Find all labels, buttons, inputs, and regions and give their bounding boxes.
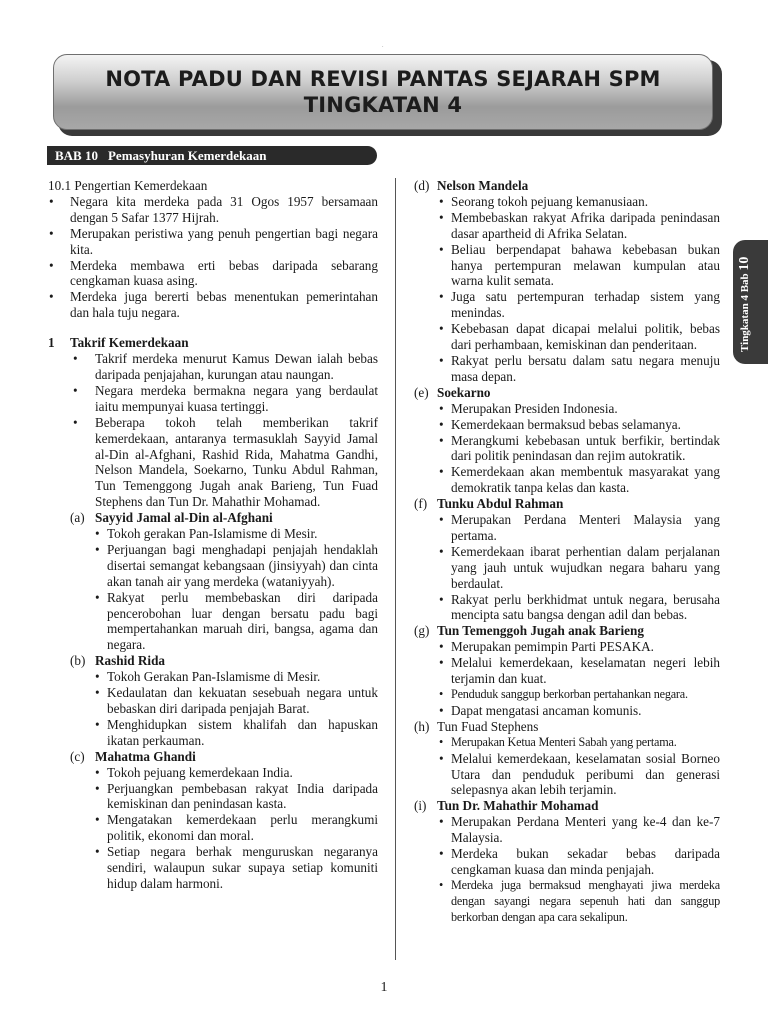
figure-label: (a) <box>70 510 85 526</box>
right-column <box>414 178 720 926</box>
figure-name: Rashid Rida <box>95 653 165 669</box>
list-item: • Kebebasan dapat dicapai melalui politik, bebas dari perhambaan, kemiskinan dan penderitaan. <box>414 321 720 353</box>
chapter-bar <box>47 146 377 165</box>
figure-bullet-list-b <box>48 669 378 749</box>
figure-bullet-list-e <box>414 401 720 496</box>
figure-label: (h) <box>414 718 430 734</box>
list-item: • Merupakan Perdana Menteri yang ke-4 dan ke-7 Malaysia. <box>414 814 720 846</box>
list-item: • Juga satu pertempuran terhadap sistem yang menindas. <box>414 289 720 321</box>
header-title-line-1: NOTA PADU DAN REVISI PANTAS SEJARAH SPM <box>105 67 661 91</box>
list-item: • Beliau berpendapat bahawa kebebasan bukan hanya pertempuran melawan kumpulan atau warna kulit semata. <box>414 242 720 290</box>
side-tab-bab: Bab <box>739 273 751 293</box>
list-item: • Penduduk sanggup berkorban pertahankan negara. <box>414 687 720 703</box>
side-tab-tingkatan: Tingkatan 4 <box>739 295 751 352</box>
figure-heading-b <box>48 653 378 669</box>
list-item: • Merupakan peristiwa yang penuh pengertian bagi negara kita. <box>48 226 378 258</box>
figure-heading-e <box>414 385 720 401</box>
column-divider <box>395 178 396 960</box>
list-item: • Negara kita merdeka pada 31 Ogos 1957 bersamaan dengan 5 Safar 1377 Hijrah. <box>48 194 378 226</box>
list-item: • Setiap negara berhak menguruskan negaranya sendiri, walaupun sukar supaya setiap komuniti hidup dalam harmoni. <box>48 844 378 892</box>
list-item: • Dapat mengatasi ancaman komunis. <box>414 703 720 719</box>
figure-name: Tun Temenggoh Jugah anak Barieng <box>437 623 644 639</box>
takrif-bullet-list <box>48 351 378 510</box>
side-tab-label <box>737 240 753 352</box>
side-tab <box>733 240 768 364</box>
list-item: • Beberapa tokoh telah memberikan takrif kemerdekaan, antaranya termasuklah Sayyid Jamal al-Din al-Afghani, Rashid Rida, Mahatma Gandhi, Nelson Mandela, Soekarno, Tunku Abdul Rahman, Tun Temenggong Jugah anak Barieng, Tun Fuad Stephens dan Tun Dr. Mahathir Mohamad. <box>48 415 378 510</box>
takrif-heading <box>48 335 378 351</box>
list-item: • Tokoh pejuang kemerdekaan India. <box>48 765 378 781</box>
figure-heading-d <box>414 178 720 194</box>
figure-label: (d) <box>414 178 430 193</box>
list-item: • Kemerdekaan akan membentuk masyarakat yang demokratik tanpa kelas dan kasta. <box>414 464 720 496</box>
list-item: • Merupakan pemimpin Parti PESAKA. <box>414 639 720 655</box>
list-item: • Seorang tokoh pejuang kemanusiaan. <box>414 194 720 210</box>
figure-heading-c <box>48 749 378 765</box>
figure-name: Sayyid Jamal al-Din al-Afghani <box>95 510 273 526</box>
takrif-title: Takrif Kemerdekaan <box>70 335 189 351</box>
list-item: • Perjuangkan pembebasan rakyat India daripada kemiskinan dan penindasan kasta. <box>48 781 378 813</box>
figure-name: Tun Fuad Stephens <box>437 718 539 734</box>
list-item: • Merangkumi kebebasan untuk berfikir, bertindak dari politik penindasan dan rejim autokratik. <box>414 433 720 465</box>
section-title: 10.1 Pengertian Kemerdekaan <box>48 178 208 193</box>
figure-heading-f <box>414 496 720 512</box>
figure-bullet-list-h <box>414 735 720 799</box>
figure-bullet-list-i <box>414 814 720 925</box>
list-item: • Melalui kemerdekaan, keselamatan negeri lebih terjamin dan kuat. <box>414 655 720 687</box>
list-item: • Merdeka bukan sekadar bebas daripada cengkaman kuasa dan minda penjajah. <box>414 846 720 878</box>
page-header <box>53 54 713 130</box>
section-bullet-list <box>48 194 378 321</box>
side-tab-bab-number: 10 <box>737 256 752 271</box>
figure-name: Mahatma Ghandi <box>95 748 196 764</box>
list-item: • Membebaskan rakyat Afrika daripada penindasan dasar apartheid di Afrika Selatan. <box>414 210 720 242</box>
figure-name: Tun Dr. Mahathir Mohamad <box>437 798 599 814</box>
list-item: • Tokoh Gerakan Pan-Islamisme di Mesir. <box>48 669 378 685</box>
list-item: • Kemerdekaan ibarat perhentian dalam perjalanan yang jauh untuk wujudkan negara baharu yang berdaulat. <box>414 544 720 592</box>
list-item: • Merdeka membawa erti bebas daripada sebarang cengkaman kuasa asing. <box>48 258 378 290</box>
figure-bullet-list-f <box>414 512 720 623</box>
figure-bullet-list-d <box>414 194 720 385</box>
figure-label: (g) <box>414 623 430 639</box>
figure-heading-h <box>414 719 720 735</box>
list-item: • Merupakan Presiden Indonesia. <box>414 401 720 417</box>
figure-label: (b) <box>70 653 86 669</box>
header-title-line-2: TINGKATAN 4 <box>303 93 463 117</box>
figure-label: (i) <box>414 798 427 814</box>
takrif-number: 1 <box>48 335 55 351</box>
chapter-number: BAB 10 <box>55 148 98 163</box>
list-item: • Tokoh gerakan Pan-Islamisme di Mesir. <box>48 526 378 542</box>
list-item: • Takrif merdeka menurut Kamus Dewan ialah bebas daripada penjajahan, kurungan atau naungan. <box>48 351 378 383</box>
figure-name: Nelson Mandela <box>437 178 529 193</box>
figure-label: (e) <box>414 384 429 400</box>
list-item: • Merupakan Ketua Menteri Sabah yang pertama. <box>414 735 720 751</box>
top-dot-mark: . <box>382 43 384 49</box>
list-item: • Rakyat perlu membebaskan diri daripada pencerobohan luar dengan bersatu padu bagi mempertahankan maruah diri, bangsa, agama dan negara. <box>48 590 378 654</box>
list-item: • Mengatakan kemerdekaan perlu merangkumi politik, ekonomi dan moral. <box>48 812 378 844</box>
list-item: • Negara merdeka bermakna negara yang berdaulat iaitu mempunyai kuasa tertinggi. <box>48 383 378 415</box>
figure-label: (f) <box>414 496 428 512</box>
list-item: • Perjuangan bagi menghadapi penjajah hendaklah disertai semangat kebangsaan (jinsiyyah) dan cinta akan tanah air yang merdeka (wataniyyah). <box>48 542 378 590</box>
figure-bullet-list-a <box>48 526 378 653</box>
figure-heading-g <box>414 623 720 639</box>
figure-name: Soekarno <box>437 384 491 400</box>
left-column <box>48 178 378 892</box>
list-item: • Merdeka juga bererti bebas menentukan pemerintahan dan hala tuju negara. <box>48 289 378 321</box>
list-item: • Menghidupkan sistem khalifah dan hapuskan ikatan perkauman. <box>48 717 378 749</box>
list-item: • Merdeka juga bermaksud menghayati jiwa merdeka dengan sayangi negara sepenuh hati dan sanggup berkorban dengan apa cara sekalipun. <box>414 878 720 926</box>
figure-heading-i <box>414 798 720 814</box>
list-item: • Merupakan Perdana Menteri Malaysia yang pertama. <box>414 512 720 544</box>
chapter-title: Pemasyhuran Kemerdekaan <box>107 148 267 163</box>
list-item: • Kemerdekaan bermaksud bebas selamanya. <box>414 417 720 433</box>
list-item: • Rakyat perlu berkhidmat untuk negara, berusaha mencipta satu bangsa dengan adil dan bebas. <box>414 592 720 624</box>
figure-heading-a <box>48 510 378 526</box>
figure-name: Tunku Abdul Rahman <box>437 496 564 512</box>
list-item: • Kedaulatan dan kekuatan sesebuah negara untuk bebaskan diri daripada penjajah Barat. <box>48 685 378 717</box>
figure-bullet-list-g <box>414 639 720 719</box>
figure-label: (c) <box>70 748 85 764</box>
list-item: • Rakyat perlu bersatu dalam satu negara menuju masa depan. <box>414 353 720 385</box>
page-number: 1 <box>380 980 388 995</box>
figure-bullet-list-c <box>48 765 378 892</box>
list-item: • Melalui kemerdekaan, keselamatan sosial Borneo Utara dan penduduk peribumi dan generasi selepasnya akan lebih terjamin. <box>414 751 720 799</box>
